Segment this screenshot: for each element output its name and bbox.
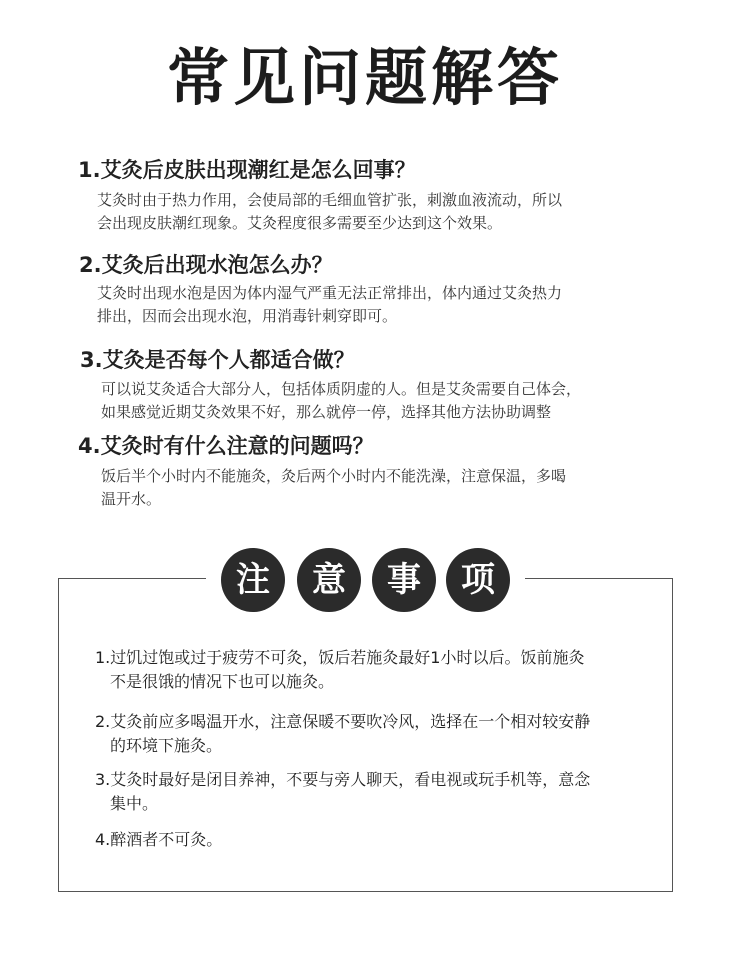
faq-answer-3-line-2: 如果感觉近期艾灸效果不好，那么就停一停，选择其他方法协助调整 <box>101 403 552 421</box>
notice-item-4-line-1: 4.醉酒者不可灸。 <box>95 830 223 849</box>
faq-answer-4-line-1: 饭后半个小时内不能施灸，灸后两个小时内不能洗澡，注意保温，多喝 <box>101 467 567 485</box>
notice-item-2-line-1: 2.艾灸前应多喝温开水，注意保暖不要吹冷风，选择在一个相对较安静 <box>95 712 591 731</box>
faq-answer-2-line-2: 排出，因而会出现水泡，用消毒针刺穿即可。 <box>97 307 398 325</box>
faq-answer-2-line-1: 艾灸时出现水泡是因为体内湿气严重无法正常排出，体内通过艾灸热力 <box>97 284 563 302</box>
notice-heading-char-4: 项 <box>446 548 510 612</box>
page-title: 常见问题解答 <box>166 41 563 114</box>
faq-answer-1-line-2: 会出现皮肤潮红现象。艾灸程度很多需要至少达到这个效果。 <box>97 214 503 232</box>
faq-question-4: 4.艾灸时有什么注意的问题吗？ <box>78 434 374 458</box>
notice-divider-right <box>525 578 673 579</box>
notice-item-1-line-2: 不是很饿的情况下也可以施灸。 <box>110 672 335 691</box>
notice-item-3-line-1: 3.艾灸时最好是闭目养神，不要与旁人聊天，看电视或玩手机等，意念 <box>95 770 591 789</box>
faq-question-2: 2.艾灸后出现水泡怎么办？ <box>79 253 333 277</box>
faq-question-1: 1.艾灸后皮肤出现潮红是怎么回事？ <box>78 158 416 182</box>
notice-heading-char-1: 注 <box>221 548 285 612</box>
notice-heading-char-2: 意 <box>297 548 361 612</box>
faq-answer-1-line-1: 艾灸时由于热力作用，会使局部的毛细血管扩张，刺激血液流动，所以 <box>97 191 563 209</box>
faq-answer-3-line-1: 可以说艾灸适合大部分人，包括体质阴虚的人。但是艾灸需要自己体会， <box>101 380 582 398</box>
faq-answer-4-line-2: 温开水。 <box>101 490 162 508</box>
notice-divider-left <box>58 578 206 579</box>
notice-item-3-line-2: 集中。 <box>110 794 159 813</box>
faq-question-3: 3.艾灸是否每个人都适合做？ <box>80 348 355 372</box>
notice-item-2-line-2: 的环境下施灸。 <box>110 736 223 755</box>
notice-item-1-line-1: 1.过饥过饱或过于疲劳不可灸，饭后若施灸最好1小时以后。饭前施灸 <box>95 648 585 667</box>
notice-heading-char-3: 事 <box>372 548 436 612</box>
